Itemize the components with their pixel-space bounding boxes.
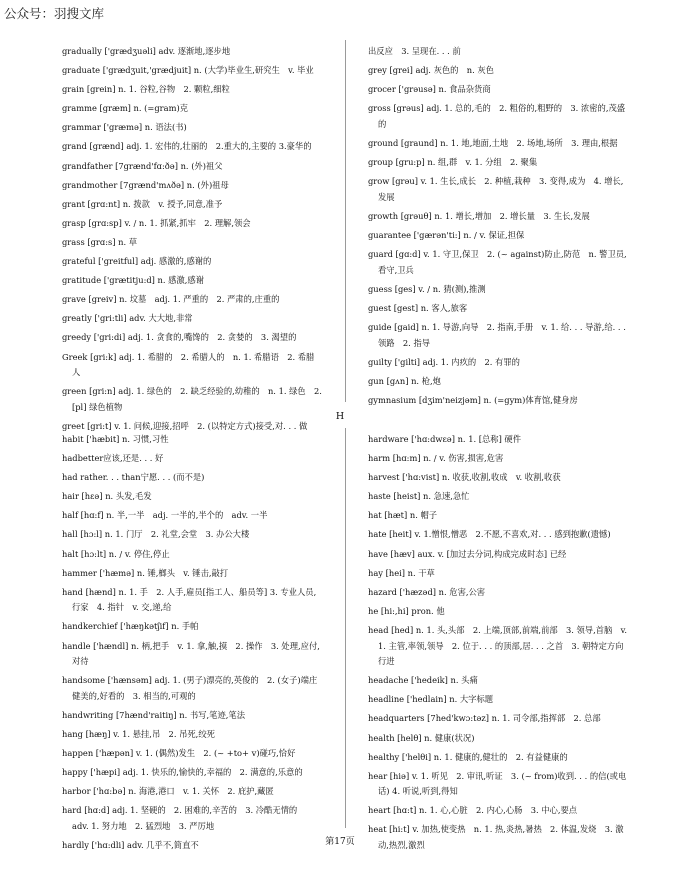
dictionary-entry: Greek [gri:k] adj. 1. 希腊的 2. 希腊人的 n. 1. 希腊语 2. 希腊人 [62, 351, 315, 378]
dictionary-entry: had rather. . . than宁愿. . . (而不是) [62, 472, 205, 483]
dictionary-entry: hard [hɑ:d] adj. 1. 坚硬的 2. 困难的,辛苦的 3. 冷酷无情的 adv. 1. 努力地 2. 猛烈地 3. 严厉地 [62, 805, 306, 831]
dictionary-entry: handkerchief ['hæŋkətʃif] n. 手帕 [62, 621, 199, 632]
dictionary-entry: hammer ['hæmə] n. 锤,榔头 v. 锤击,敲打 [62, 567, 229, 578]
dictionary-entry: hall [hɔ:l] n. 1. 门厅 2. 礼堂,会堂 3. 办公大楼 [62, 529, 250, 540]
dictionary-entry: habit ['hæbit] n. 习惯,习性 [62, 434, 169, 444]
dictionary-entry: guess [ges] v. / n. 猜(测),推测 [368, 283, 486, 294]
column-left-bottom [62, 432, 322, 857]
dictionary-entry: heat [hi:t] v. 加热,使变热 n. 1. 热,炎热,暑热 2. 体温,发烧 3. 激动,热烈,激烈 [368, 824, 624, 851]
dictionary-entry: hang [hæŋ] v. 1. 悬挂,吊 2. 吊死,绞死 [62, 729, 215, 739]
dictionary-entry: grateful ['greitful] adj. 感激的,感谢的 [62, 256, 212, 267]
dictionary-entry: gun [gʌn] n. 枪,炮 [368, 375, 441, 386]
dictionary-entry: halt [hɔ:lt] n. / v. 停住,停止 [62, 548, 170, 559]
column-left-top [62, 44, 322, 438]
dictionary-entry: hardware ['hɑ:dwɛə] n. 1. [总称] 硬件 [368, 434, 522, 444]
dictionary-entry: grand [grænd] adj. 1. 宏伟的,壮丽的 2.重大的,主要的 3.豪华的 [62, 141, 312, 152]
dictionary-entry: gradually ['grædʒuəli] adv. 逐渐地,逐步地 [62, 46, 231, 56]
dictionary-entry: harvest ['hɑ:vist] n. 收获,收割,收成 v. 收割,收获 [368, 472, 561, 483]
dictionary-entry: hazard ['hæzəd] n. 危害,公害 [368, 586, 486, 597]
dictionary-entry: hay [hei] n. 干草 [368, 567, 435, 578]
page-number: 第17页 [325, 837, 355, 847]
dictionary-entry: grant [grɑ:nt] n. 拨款 v. 授予,同意,准予 [62, 198, 223, 209]
dictionary-entry: headache ['hedeik] n. 头痛 [368, 675, 478, 686]
dictionary-entry: hate [heit] v. 1.憎恨,憎恶 2.不愿,不喜欢,对. . . 感到抱歉(遗憾) [368, 529, 611, 540]
watermark-header: 公众号：羽搜文库 [4, 6, 105, 21]
dictionary-entry: harm [hɑ:m] n. / v. 伤害,损害,危害 [368, 453, 504, 464]
dictionary-entry: greet [gri:t] v. 1. 问候,迎接,招呼 2. (以特定方式)接受,对. . . 做 [62, 420, 308, 431]
dictionary-entry: 出反应 3. 呈现在. . . 前 [368, 46, 461, 56]
dictionary-entry: ground [graund] n. 1. 地,地面,土地 2. 场地,场所 3. 理由,根据 [368, 137, 618, 148]
dictionary-entry: healthy ['helθi] n. 1. 健康的,健壮的 2. 有益健康的 [368, 751, 568, 762]
dictionary-entry: grow [grəu] v. 1. 生长,成长 2. 种植,栽种 3. 变得,成为 4. 增长,发展 [368, 176, 624, 202]
dictionary-entry: grocer ['grəusə] n. 食品杂货商 [368, 84, 491, 95]
dictionary-entry: hair [hɛə] n. 头发,毛发 [62, 491, 152, 502]
dictionary-entry: health [helθ] n. 健康(状况) [368, 732, 475, 743]
column-divider-top [345, 40, 346, 402]
dictionary-entry: guarantee ['gærən'ti:] n. / v. 保证,担保 [368, 229, 525, 240]
dictionary-entry: grandfather [7grænd'fɑ:ðə] n. (外)祖父 [62, 160, 223, 171]
dictionary-entry: headquarters [7hed'kwɔ:təz] n. 1. 司令部,指挥部 2. 总部 [368, 713, 601, 724]
dictionary-entry: half [hɑ:f] n. 半,一半 adj. 一半的,半个的 adv. 一半 [62, 510, 268, 521]
dictionary-entry: grey [grei] adj. 灰色的 n. 灰色 [368, 65, 494, 76]
dictionary-entry: handle ['hændl] n. 柄,把手 v. 1. 拿,触,摸 2. 操作 3. 处理,应付,对待 [62, 640, 320, 667]
dictionary-entry: heart [hɑ:t] n. 1. 心,心脏 2. 内心,心肠 3. 中心,要点 [368, 805, 578, 816]
dictionary-entry: grandmother [7grænd'mʌðə] n. (外)祖母 [62, 179, 229, 190]
dictionary-entry: graduate ['grædʒuit,'grædjuit] n. (大学)毕业生,研究生 v. 毕业 [62, 65, 314, 76]
column-divider-bottom [345, 428, 346, 828]
dictionary-entry: grammar ['græmə] n. 语法(书) [62, 122, 187, 133]
dictionary-entry: guest [gest] n. 客人,旅客 [368, 302, 468, 313]
dictionary-entry: hadbetter应该,还是. . . 好 [62, 453, 164, 464]
dictionary-entry: gross [grəus] adj. 1. 总的,毛的 2. 粗俗的,粗野的 3. 浓密的,茂盛的 [368, 103, 626, 129]
dictionary-entry: harbor ['hɑ:bə] n. 海港,港口 v. 1. 关怀 2. 庇护,藏匿 [62, 786, 274, 797]
dictionary-entry: hear [hiə] v. 1. 听见 2. 审讯,听证 3. (~ from)收到. . . 的信(或电话) 4. 听说,听到,得知 [368, 770, 627, 797]
dictionary-entry: head [hed] n. 1. 头,头部 2. 上端,顶部,前端,前部 3. 领导,首脑 v. 1. 主管,率领,领导 2. 位于. . . 的顶部,居. . . 之首 3. 朝特定方向行进 [368, 624, 627, 667]
dictionary-entry: guard [gɑ:d] v. 1. 守卫,保卫 2. (~ against)防止,防范 n. 警卫员,看守,卫兵 [368, 249, 627, 275]
dictionary-entry: hardly ['hɑ:dli] adv. 几乎不,简直不 [62, 840, 199, 851]
dictionary-entry: gymnasium [dʒim'neizjəm] n. (=gym)体育馆,健身房 [368, 394, 578, 405]
dictionary-entry: guilty ['gilti] adj. 1. 内疚的 2. 有罪的 [368, 356, 520, 367]
dictionary-entry: gratitude ['grætitju:d] n. 感激,感谢 [62, 275, 205, 286]
dictionary-entry: have [hæv] aux. v. [加过去分词,构成完成时态] 已经 [368, 548, 567, 559]
dictionary-entry: group [gru:p] n. 组,群 v. 1. 分组 2. 聚集 [368, 157, 538, 168]
dictionary-entry: gramme [græm] n. (=gram)克 [62, 103, 188, 114]
dictionary-entry: headline ['hedlain] n. 大字标题 [368, 694, 494, 705]
dictionary-entry: guide [gaid] n. 1. 导游,向导 2. 指南,手册 v. 1. 给. . . 导游,给. . . 领路 2. 指导 [368, 321, 626, 348]
dictionary-entry: greatly ['gri:tli] adv. 大大地,非常 [62, 313, 193, 324]
section-letter-heading: H [335, 411, 345, 422]
dictionary-entry: hand [hænd] n. 1. 手 2. 人手,雇员[指工人、船员等] 3. 专业人员,行家 4. 指针 v. 交,递,给 [62, 586, 317, 613]
column-right-top [368, 44, 628, 412]
dictionary-entry: hat [hæt] n. 帽子 [368, 510, 438, 521]
dictionary-entry: grasp [grɑ:sp] v. / n. 1. 抓紧,抓牢 2. 理解,领会 [62, 217, 251, 228]
dictionary-entry: he [hi:,hi] pron. 他 [368, 605, 445, 616]
dictionary-entry: happy ['hæpi] adj. 1. 快乐的,愉快的,幸福的 2. 满意的,乐意的 [62, 767, 303, 778]
dictionary-entry: happen ['hæpən] v. 1. (偶然)发生 2. (~ +to+ v)碰巧,恰好 [62, 748, 296, 759]
dictionary-entry: growth [grəuθ] n. 1. 增长,增加 2. 增长量 3. 生长,发展 [368, 210, 590, 221]
dictionary-entry: handsome ['hænsəm] adj. 1. (男子)漂亮的,英俊的 2. (女子)端庄健美的,好看的 3. 相当的,可观的 [62, 675, 318, 701]
dictionary-entry: handwriting [7hænd'raitiŋ] n. 书写,笔迹,笔法 [62, 709, 245, 720]
dictionary-entry: haste [heist] n. 急速,急忙 [368, 491, 470, 502]
dictionary-entry: grain [grein] n. 1. 谷粒,谷物 2. 颗粒,细粒 [62, 84, 230, 95]
dictionary-entry: grave [greiv] n. 坟墓 adj. 1. 严重的 2. 严肃的,庄重的 [62, 294, 280, 305]
dictionary-entry: grass [grɑ:s] n. 草 [62, 236, 138, 247]
dictionary-entry: green [gri:n] adj. 1. 绿色的 2. 缺乏经验的,幼稚的 n. 1. 绿色 2. [pl] 绿色植物 [62, 386, 322, 412]
column-right-bottom [368, 432, 628, 857]
dictionary-entry: greedy ['gri:di] adj. 1. 贪食的,嘴馋的 2. 贪婪的 3. 渴望的 [62, 332, 297, 343]
